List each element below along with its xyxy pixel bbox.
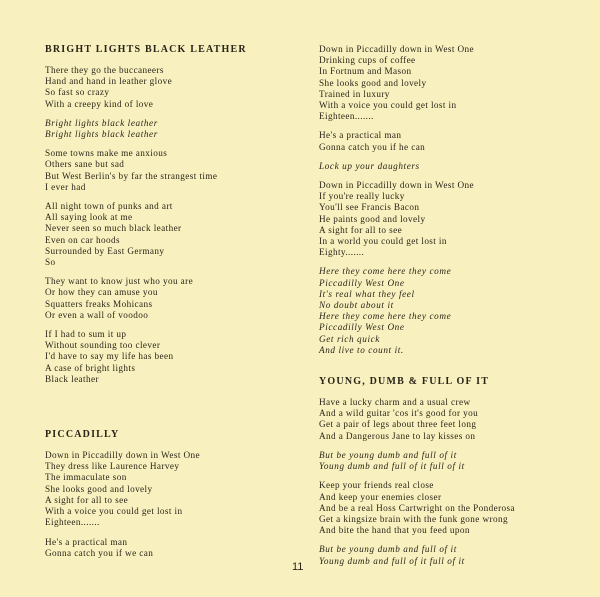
chorus-stanza bbox=[319, 450, 584, 472]
lyric-line: A case of bright lights bbox=[45, 362, 136, 373]
lyric-line: I'd have to say my life has been bbox=[45, 351, 174, 362]
lyric-line: Some towns make me anxious bbox=[45, 148, 168, 159]
lyric-line: Young dumb and full of it full of it bbox=[319, 555, 465, 566]
lyric-line: With a creepy kind of love bbox=[45, 98, 154, 109]
lyric-line: A sight for all to see bbox=[319, 224, 403, 235]
lyric-line: Lock up your daughters bbox=[319, 160, 420, 171]
lyric-line: He paints good and lovely bbox=[319, 213, 426, 224]
lyric-line: Piccadilly West One bbox=[319, 322, 405, 333]
chorus-stanza bbox=[45, 118, 310, 140]
lyric-line: So bbox=[45, 257, 56, 268]
song-title: PICCADILLY bbox=[45, 429, 120, 441]
lyric-line: Or even a wall of voodoo bbox=[45, 309, 149, 320]
left-column bbox=[45, 44, 310, 567]
lyric-line: And a wild guitar 'cos it's good for you bbox=[319, 408, 479, 419]
lyric-line: Eighty....... bbox=[319, 247, 365, 258]
lyric-line: Others sane but sad bbox=[45, 159, 125, 170]
lyric-line: If I had to sum it up bbox=[45, 329, 127, 340]
lyric-line: Piccadilly West One bbox=[319, 277, 405, 288]
song-piccadilly bbox=[45, 429, 310, 559]
verse-stanza bbox=[45, 201, 310, 268]
lyric-line: Surrounded by East Germany bbox=[45, 245, 165, 256]
lyric-line: Down in Piccadilly down in West One bbox=[319, 180, 474, 191]
lyric-line: She looks good and lovely bbox=[319, 77, 427, 88]
lyric-line: He's a practical man bbox=[45, 536, 128, 547]
lyric-line: Never seen so much black leather bbox=[45, 223, 182, 234]
lyric-line: Even on car hoods bbox=[45, 234, 120, 245]
lyric-line: Get a pair of legs about three feet long bbox=[319, 419, 477, 430]
song-spacer bbox=[319, 364, 584, 376]
lyric-line: There they go the buccaneers bbox=[45, 65, 164, 75]
lyric-line: Have a lucky charm and a usual crew bbox=[319, 397, 471, 408]
right-column bbox=[319, 44, 584, 575]
lyric-line: Eighteen....... bbox=[45, 517, 100, 528]
lyric-line: Down in Piccadilly down in West One bbox=[319, 44, 474, 54]
verse-stanza bbox=[319, 480, 584, 536]
song-title: BRIGHT LIGHTS BLACK LEATHER bbox=[45, 44, 247, 55]
lyric-line: If you're really lucky bbox=[319, 191, 405, 202]
lyric-line: Gonna catch you if he can bbox=[319, 141, 426, 152]
lyric-line: But be young dumb and full of it bbox=[319, 544, 457, 555]
lyric-line: And a Dangerous Jane to lay kisses on bbox=[319, 430, 476, 441]
lyric-line: Without sounding too clever bbox=[45, 340, 161, 351]
song-title: YOUNG, DUMB & FULL OF IT bbox=[319, 376, 490, 388]
lyric-line: Here they come here they come bbox=[319, 311, 452, 322]
verse-stanza bbox=[319, 397, 584, 442]
verse-stanza bbox=[319, 44, 584, 122]
lyric-line: In a world you could get lost in bbox=[319, 236, 447, 247]
verse-stanza bbox=[45, 450, 310, 528]
lyric-line: It's real what they feel bbox=[319, 288, 415, 299]
lyric-line: No doubt about it bbox=[319, 300, 394, 311]
verse-stanza bbox=[45, 329, 310, 385]
lyric-line: With a voice you could get lost in bbox=[45, 506, 183, 517]
song-young-dumb-full-of-it bbox=[319, 376, 584, 567]
lyric-line: Down in Piccadilly down in West One bbox=[45, 450, 200, 461]
lyric-line: All saying look at me bbox=[45, 212, 133, 223]
verse-stanza bbox=[319, 180, 584, 258]
lyric-line: In Fortnum and Mason bbox=[319, 66, 412, 77]
chorus-stanza bbox=[319, 266, 584, 356]
lyric-line: They dress like Laurence Harvey bbox=[45, 461, 180, 472]
song-continued bbox=[319, 44, 584, 356]
song-spacer bbox=[45, 393, 310, 429]
lyric-line: Squatters freaks Mohicans bbox=[45, 298, 153, 309]
verse-stanza bbox=[45, 148, 310, 193]
lyric-line: You'll see Francis Bacon bbox=[319, 202, 420, 213]
lyric-line: And bite the hand that you feed upon bbox=[319, 525, 470, 536]
lyric-line: Get rich quick bbox=[319, 333, 380, 344]
lyric-line: Young dumb and full of it full of it bbox=[319, 461, 465, 472]
lyric-line: She looks good and lovely bbox=[45, 483, 153, 494]
lyric-line: With a voice you could get lost in bbox=[319, 100, 457, 111]
chorus-stanza bbox=[319, 544, 584, 566]
lyric-line: Black leather bbox=[45, 373, 99, 384]
lyric-line: And keep your enemies closer bbox=[319, 491, 442, 502]
lyric-line: But West Berlin's by far the strangest time bbox=[45, 170, 218, 181]
lyric-line: Or how they can amuse you bbox=[45, 287, 158, 298]
verse-stanza bbox=[45, 276, 310, 321]
lyric-line: Eighteen....... bbox=[319, 111, 374, 122]
lyric-line: And live to count it. bbox=[319, 344, 404, 355]
lyric-line: So fast so crazy bbox=[45, 87, 110, 98]
lyric-line: I ever had bbox=[45, 181, 86, 192]
lyric-line: But be young dumb and full of it bbox=[319, 449, 457, 460]
lyric-line: They want to know just who you are bbox=[45, 276, 194, 287]
lyric-line: Keep your friends real close bbox=[319, 480, 434, 491]
lyric-line: Get a kingsize brain with the funk gone wrong bbox=[319, 513, 508, 524]
lyric-line: All night town of punks and art bbox=[45, 201, 173, 212]
verse-stanza bbox=[319, 130, 584, 152]
lyric-line: Bright lights black leather bbox=[45, 129, 158, 140]
verse-stanza bbox=[45, 537, 310, 559]
lyric-line: Hand and hand in leather glove bbox=[45, 76, 173, 87]
verse-stanza bbox=[45, 65, 310, 110]
lyric-line: Gonna catch you if we can bbox=[45, 547, 154, 558]
lyric-line: And be a real Hoss Cartwright on the Ponderosa bbox=[319, 502, 515, 513]
lyric-line: Bright lights black leather bbox=[45, 117, 158, 128]
lyric-line: Here they come here they come bbox=[319, 266, 452, 277]
lyric-line: Trained in luxury bbox=[319, 88, 390, 99]
chorus-stanza bbox=[319, 161, 584, 172]
lyric-line: The immaculate son bbox=[45, 472, 127, 483]
page-number: 11 bbox=[292, 561, 304, 573]
lyric-line: He's a practical man bbox=[319, 130, 402, 141]
song-bright-lights-black-leather bbox=[45, 44, 310, 385]
lyric-line: Drinking cups of coffee bbox=[319, 55, 416, 66]
lyric-line: A sight for all to see bbox=[45, 494, 129, 505]
